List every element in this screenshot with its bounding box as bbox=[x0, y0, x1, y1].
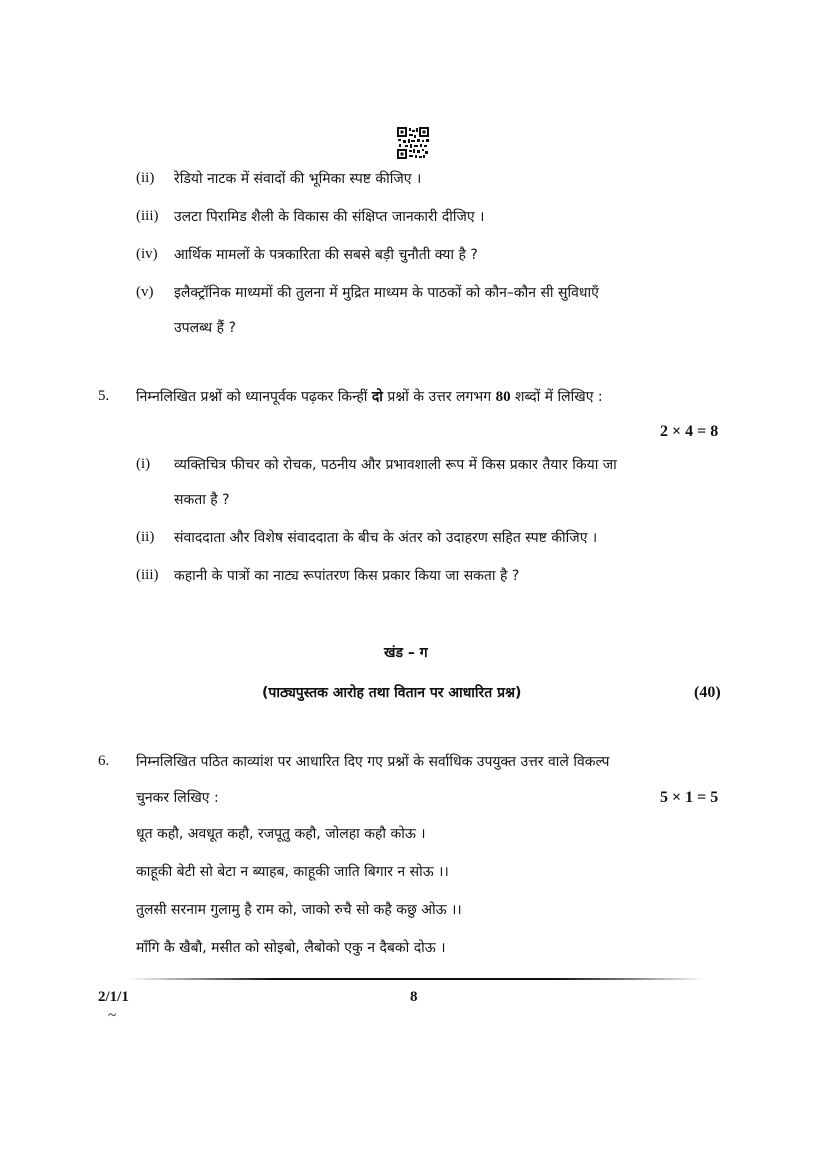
footer-rule bbox=[122, 977, 705, 981]
q4-item-text: रेडियो नाटक में संवादों की भूमिका स्पष्ट कीजिए । bbox=[174, 171, 422, 187]
q6-instruction-continued: चुनकर लिखिए : bbox=[136, 790, 219, 806]
q5-word-limit: 80 bbox=[495, 389, 511, 405]
qr-code bbox=[397, 127, 429, 159]
q5-item-text: संवाददाता और विशेष संवाददाता के बीच के अंतर को उदाहरण सहित स्पष्ट कीजिए । bbox=[174, 530, 598, 546]
q5-number: 5. bbox=[98, 388, 110, 404]
q5-item-number: (iii) bbox=[136, 567, 159, 583]
paper-code: 2/1/1 bbox=[98, 989, 129, 1005]
q5-item-number: (i) bbox=[136, 456, 151, 472]
q5-instruction-part: शब्दों में लिखिए : bbox=[515, 389, 603, 405]
footer-tilde: ~ bbox=[108, 1008, 117, 1024]
q4-item-number: (iv) bbox=[136, 246, 158, 262]
q4-item-number: (ii) bbox=[136, 170, 155, 186]
q4-item-text: आर्थिक मामलों के पत्रकारिता की सबसे बड़ी चुनौती क्या है ? bbox=[174, 247, 478, 263]
q5-instruction-part: निम्नलिखित प्रश्नों को ध्यानपूर्वक पढ़कर किन्हीं bbox=[136, 389, 368, 405]
section-title: खंड – ग bbox=[384, 645, 428, 661]
q6-instruction: निम्नलिखित पठित काव्यांश पर आधारित दिए गए प्रश्नों के सर्वाधिक उपयुक्त उत्तर वाले विकल्प bbox=[136, 754, 610, 770]
q5-item-number: (ii) bbox=[136, 529, 155, 545]
section-marks: (40) bbox=[694, 684, 721, 701]
poem-verse: तुलसी सरनाम गुलामु है राम को, जाको रुचै सो कहै कछु ओऊ ।। bbox=[136, 902, 462, 918]
q4-item-text: इलैक्ट्रॉनिक माध्यमों की तुलना में मुद्रित माध्यम के पाठकों को कौन–कौन सी सुविधाएँ bbox=[174, 285, 599, 301]
poem-verse: धूत कहौ, अवधूत कहौ, रजपूतु कहौ, जोलहा कहौ कोऊ । bbox=[136, 826, 426, 842]
page-number: 8 bbox=[410, 989, 418, 1005]
q4-item-number: (iii) bbox=[136, 208, 159, 224]
q5-item-text: कहानी के पात्रों का नाट्य रूपांतरण किस प्रकार किया जा सकता है ? bbox=[174, 568, 520, 584]
q6-number: 6. bbox=[98, 753, 110, 769]
q5-instruction-part: प्रश्नों के उत्तर लगभग bbox=[387, 389, 492, 405]
q4-item-number: (v) bbox=[136, 284, 154, 300]
poem-verse: माँगि कै खैबौ, मसीत को सोइबो, लैबोको एकु न दैबको दोऊ । bbox=[136, 940, 446, 956]
q6-marks: 5 × 1 = 5 bbox=[660, 789, 719, 806]
q5-instruction-count: दो bbox=[371, 389, 383, 405]
q5-instruction bbox=[136, 387, 603, 406]
q4-item-text: उलटा पिरामिड शैली के विकास की संक्षिप्त जानकारी दीजिए । bbox=[174, 209, 485, 225]
poem-verse: काहूकी बेटी सो बेटा न ब्याहब, काहूकी जाति बिगार न सोऊ ।। bbox=[136, 864, 449, 880]
section-subtitle: (पाठ्यपुस्तक आरोह तथा वितान पर आधारित प्रश्न) bbox=[262, 685, 522, 701]
q5-item-text-continued: सकता है ? bbox=[174, 492, 230, 508]
q5-marks: 2 × 4 = 8 bbox=[660, 423, 719, 440]
q4-item-text-continued: उपलब्ध हैं ? bbox=[174, 320, 236, 336]
q5-item-text: व्यक्तिचित्र फीचर को रोचक, पठनीय और प्रभावशाली रूप में किस प्रकार तैयार किया जा bbox=[174, 457, 617, 473]
